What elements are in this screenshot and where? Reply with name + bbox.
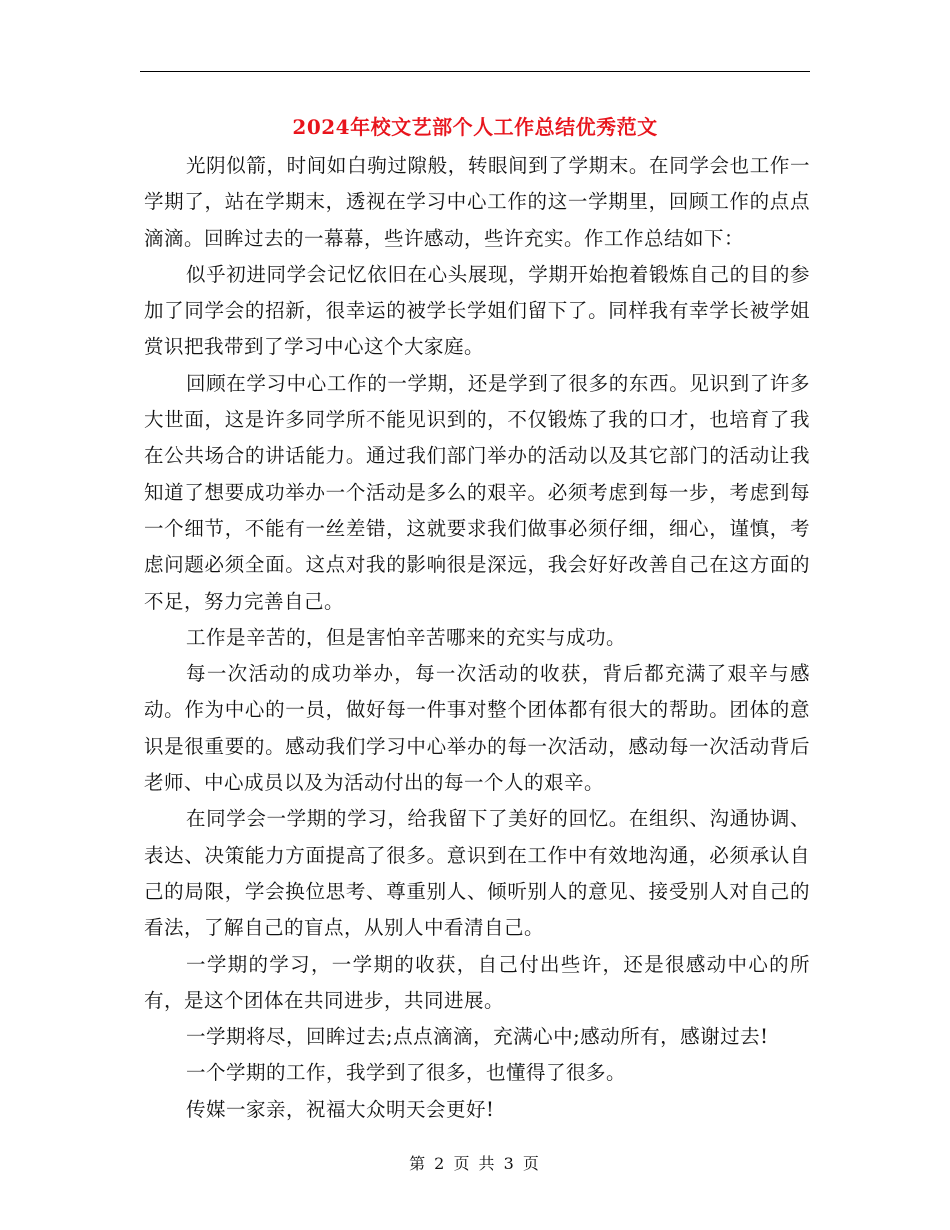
paragraph-9: 一个学期的工作，我学到了很多，也懂得了很多。 xyxy=(186,1061,627,1085)
paragraph-1: 光阴似箭，时间如白驹过隙般，转眼间到了学期末。在同学会也工作一学期了，站在学期末，透视在学习中心工作的这一学期里，回顾工作的点点滴滴。回眸过去的一幕幕，些许感动，些许充实。作工作总结如下： xyxy=(144,154,810,250)
paragraph-2: 似乎初进同学会记忆依旧在心头展现，学期开始抱着锻炼自己的目的参加了同学会的招新，很幸运的被学长学姐们留下了。同样我有幸学长被学姐赏识把我带到了学习中心这个大家庭。 xyxy=(144,262,810,359)
document-body xyxy=(144,148,810,1128)
page-footer: 第 2 页 共 3 页 xyxy=(409,1154,541,1173)
header-rule xyxy=(140,71,810,72)
paragraph-3: 回顾在学习中心工作的一学期，还是学到了很多的东西。见识到了许多大世面，这是许多同学所不能见识到的，不仅锻炼了我的口才，也培育了我在公共场合的讲话能力。通过我们部门举办的活动以及其它部门的活动让我知道了想要成功举办一个活动是多么的艰辛。必须考虑到每一步，考虑到每一个细节，不能有一丝差错，这就要求我们做事必须仔细，细心，谨慎，考虑问题必须全面。这点对我的影响很是深远，我会好好改善自己在这方面的不足，努力完善自己。 xyxy=(144,371,810,613)
paragraph-6: 在同学会一学期的学习，给我留下了美好的回忆。在组织、沟通协调、表达、决策能力方面提高了很多。意识到在工作中有效地沟通，必须承认自己的局限，学会换位思考、尊重别人、倾听别人的意见、接受别人对自己的看法，了解自己的盲点，从别人中看清自己。 xyxy=(144,807,810,940)
paragraph-8: 一学期将尽，回眸过去;点点滴滴，充满心中;感动所有，感谢过去! xyxy=(186,1025,769,1049)
paragraph-10: 传媒一家亲，祝福大众明天会更好! xyxy=(186,1097,495,1121)
paragraph-7: 一学期的学习，一学期的收获，自己付出些许，还是很感动中心的所有，是这个团体在共同进步，共同进展。 xyxy=(144,952,810,1012)
paragraph-5: 每一次活动的成功举办，每一次活动的收获，背后都充满了艰辛与感动。作为中心的一员，做好每一件事对整个团体都有很大的帮助。团体的意识是很重要的。感动我们学习中心举办的每一次活动，感动每一次活动背后老师、中心成员以及为活动付出的每一个人的艰辛。 xyxy=(144,662,810,795)
document-title: 2024年校文艺部个人工作总结优秀范文 xyxy=(292,115,658,139)
paragraph-4: 工作是辛苦的，但是害怕辛苦哪来的充实与成功。 xyxy=(186,625,627,649)
